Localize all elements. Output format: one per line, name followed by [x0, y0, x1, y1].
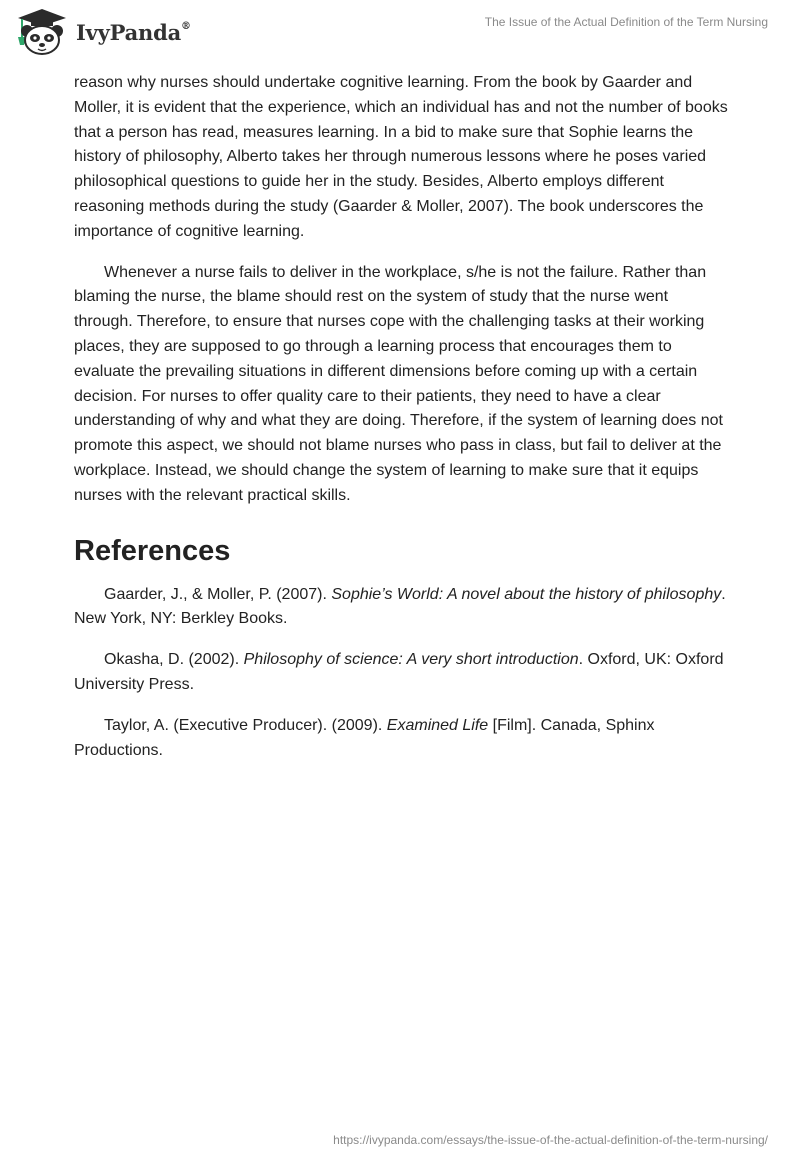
reference-item [74, 648, 728, 698]
registered-mark: ® [181, 21, 191, 32]
reference-title: Philosophy of science: A very short introduction [243, 651, 579, 669]
body-paragraph: Whenever a nurse fails to deliver in the workplace, s/he is not the failure. Rather than blaming the nurse, the blame should rest on the system of study that the nurse went through. Therefore, to ensure that nurses cope with the challenging tasks at their working places, they are supposed to go through a learning process that encourages them to evaluate the prevailing situations in different dimensions before coming up with a certain decision. For nurses to offer quality care to their patients, they need to have a clear understanding of why and what they are doing. Therefore, if the system of learning does not promote this aspect, we should not blame nurses who pass in class, but fail to deliver at the workplace. Instead, we should change the system of learning to make sure that it equips nurses with the relevant practical skills. [74, 263, 723, 504]
reference-item [74, 714, 728, 764]
page-header [0, 0, 800, 70]
reference-text: . New York, NY: Berkley Books. [74, 585, 726, 628]
reference-text: Gaarder, J., & Moller, P. (2007). [104, 585, 332, 603]
reference-title: Sophie’s World: A novel about the history of philosophy [331, 585, 722, 603]
body-paragraph: reason why nurses should undertake cognitive learning. From the book by Gaarder and Moller, it is evident that the experience, which an individual has and not the number of books that a person has read, measures learning. In a bid to make sure that Sophie learns the history of philosophy, Alberto takes her through numerous lessons where he poses varied philosophical questions to guide her in the study. Besides, Alberto employs different reasoning methods during the study (Gaarder & Moller, 2007). The book underscores the importance of cognitive learning. [74, 74, 728, 240]
reference-item [74, 583, 728, 633]
essay-body [74, 71, 728, 779]
reference-text: . Oxford, UK: Oxford University Press. [74, 651, 724, 693]
references-heading: References [74, 534, 231, 567]
brand-text: IvyPanda [76, 20, 182, 45]
reference-text: [Film]. Canada, Sphinx Productions. [74, 716, 655, 759]
reference-text: Taylor, A. (Executive Producer). (2009). [104, 716, 387, 734]
brand-name[interactable] [76, 20, 191, 45]
reference-title: Examined Life [386, 716, 489, 734]
footer-url-link[interactable]: https://ivypanda.com/essays/the-issue-of-the-actual-definition-of-the-term-nursing/ [333, 1133, 768, 1147]
panda-logo-icon[interactable] [14, 7, 70, 57]
document-title: The Issue of the Actual Definition of the Term Nursing [484, 15, 768, 29]
reference-text: Okasha, D. (2002). [104, 651, 244, 669]
